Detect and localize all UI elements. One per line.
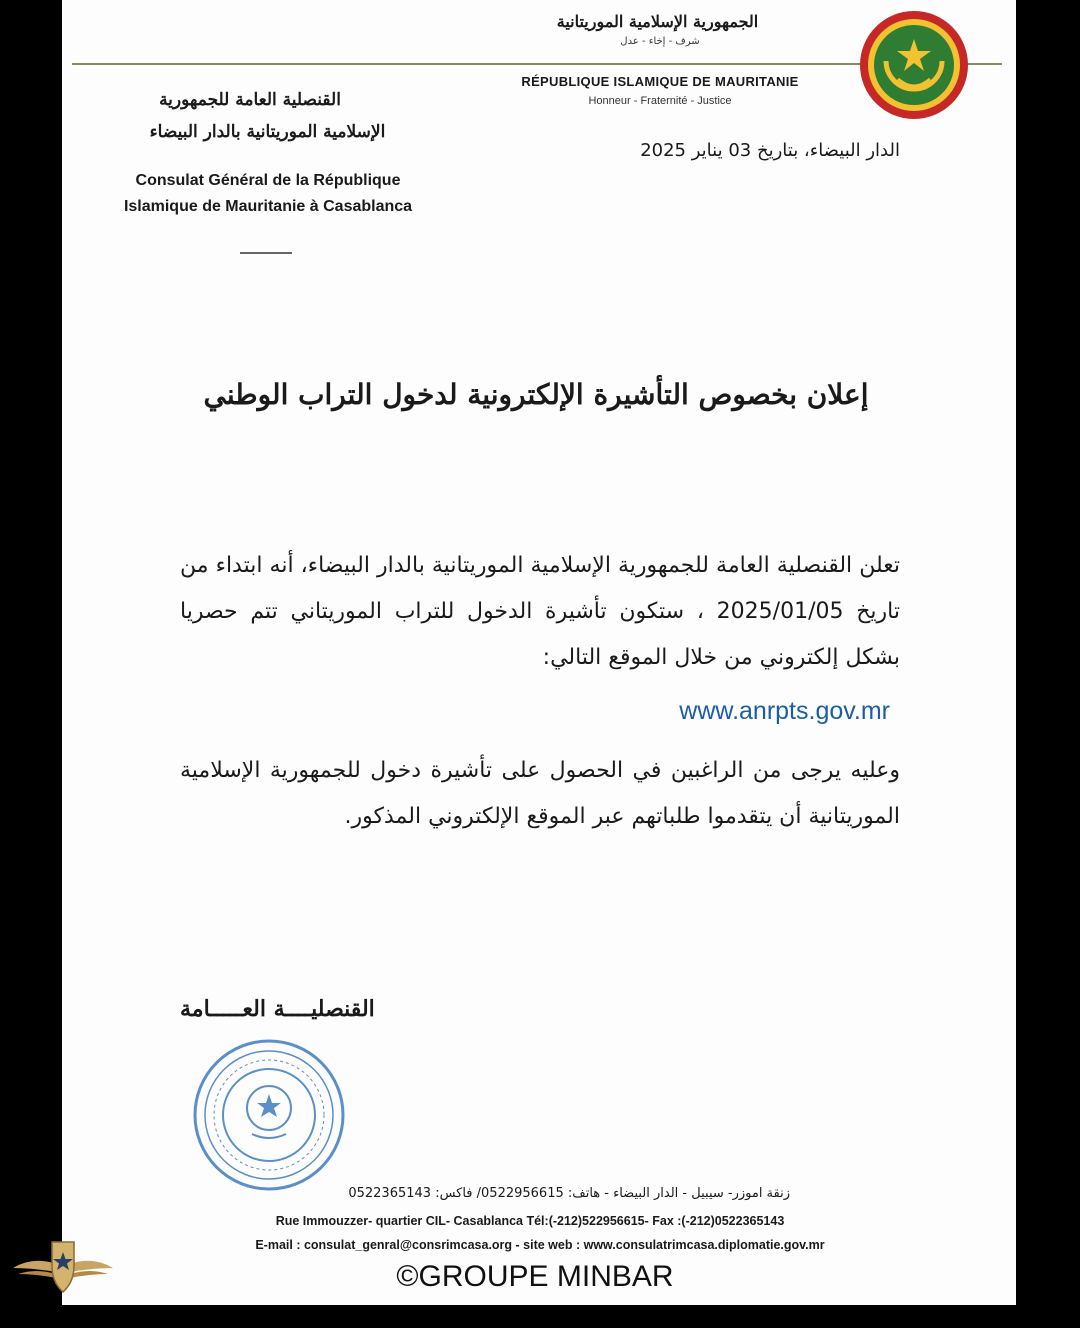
mauritania-emblem-icon [858, 9, 970, 121]
footer-address-french: Rue Immouzzer- quartier CIL- Casablanca Tél:(-212)522956615- Fax :(-212)0522365143 [275, 1214, 785, 1228]
consulate-divider [240, 252, 292, 254]
consulate-name-arabic-line1: القنصلية العامة للجمهورية [159, 90, 341, 110]
footer-contact: E-mail : consulat_genral@consrimcasa.org - site web : www.consulatrimcasa.diplomatie.gov.mr [255, 1238, 825, 1252]
forum-winged-shield-logo-icon [8, 1238, 118, 1298]
motto-arabic: شرف - إخاء - عدل [620, 36, 700, 47]
announcement-paragraph-2: وعليه يرجى من الراغبين في الحصول على تأشيرة دخول للجمهورية الإسلامية الموريتانية أن يتقدموا طلباتهم عبر الموقع الإلكتروني المذكور. [180, 758, 900, 829]
consulate-name-arabic-line2: الإسلامية الموريتانية بالدار البيضاء [149, 122, 386, 142]
republic-name-french: RÉPUBLIQUE ISLAMIQUE DE MAURITANIE [521, 74, 799, 89]
republic-name-arabic: الجمهورية الإسلامية الموريتانية [556, 12, 759, 31]
announcement-title: إعلان بخصوص التأشيرة الإلكترونية لدخول التراب الوطني [203, 378, 869, 411]
document-date: الدار البيضاء، بتاريخ 03 يناير 2025 [640, 140, 900, 161]
consulate-stamp-icon [180, 1036, 358, 1194]
footer-address-arabic: زنقة اموزر- سيبيل - الدار البيضاء - هاتف: 0522956615/ فاكس: 0522365143 [348, 1186, 790, 1201]
announcement-paragraph-1: تعلن القنصلية العامة للجمهورية الإسلامية الموريتانية بالدار البيضاء، أنه ابتداء من تاريخ 2025/01/05 ، ستكون تأشيرة الدخول للتراب الموريتاني تتم حصريا بشكل إلكتروني من خلال الموقع التالي: [180, 553, 900, 670]
visa-website-link[interactable]: www.anrpts.gov.mr [679, 697, 890, 725]
motto-french: Honneur - Fraternité - Justice [588, 95, 732, 107]
watermark-text: ©GROUPE MINBAR [396, 1260, 674, 1293]
consulate-name-french: Consulat Général de la République Islamique de Mauritanie à Casablanca [123, 172, 413, 215]
signature-consulate: القنصليــــة العـــــامة [180, 996, 375, 1022]
